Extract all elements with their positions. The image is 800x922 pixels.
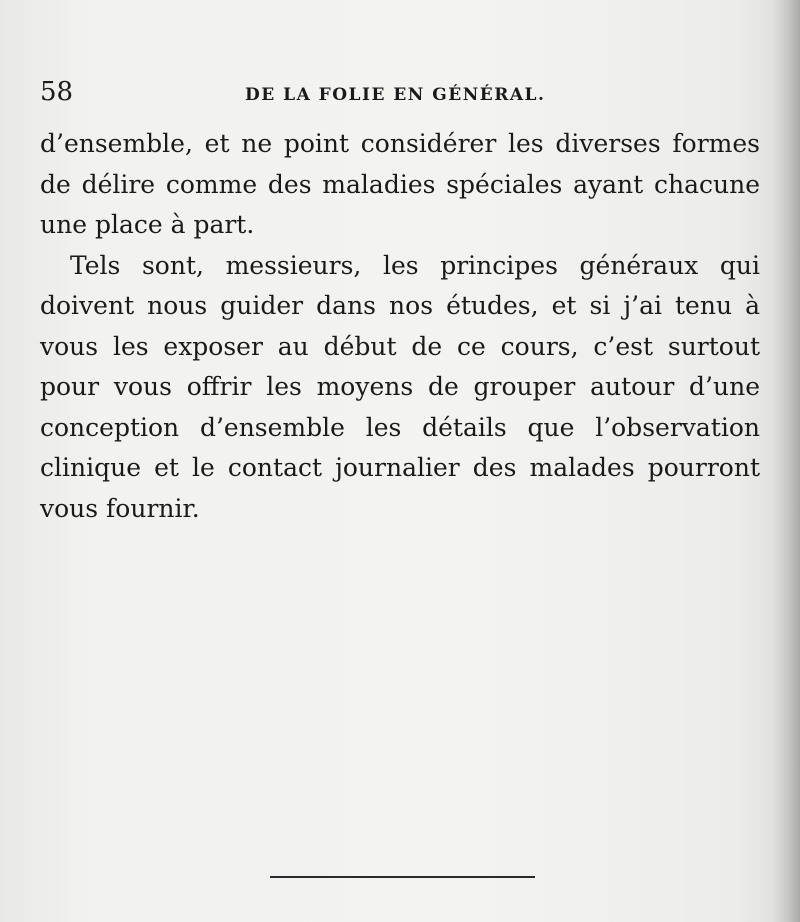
page-header [40,74,760,114]
running-title: DE LA FOLIE EN GÉNÉRAL. [245,85,546,105]
page-number: 58 [40,77,74,107]
paragraph: Tels sont, messieurs, les principes généraux qui doivent nous guider dans nos études, et si j’ai tenu à vous les exposer au début de ce cours, c’est surtout pour vous offrir les moyens de grouper autour d’une conception d’ensemble les détails que l’observation clinique et le contact journalier des malades pourront vous fournir. [40,250,760,523]
paragraph-continuation: d’ensemble, et ne point considérer les diverses formes de délire comme des maladies spéciales ayant chacune une place à part. [40,129,760,239]
page-edge-shadow [772,0,800,922]
body-text [40,124,760,529]
footer-rule [270,876,535,878]
